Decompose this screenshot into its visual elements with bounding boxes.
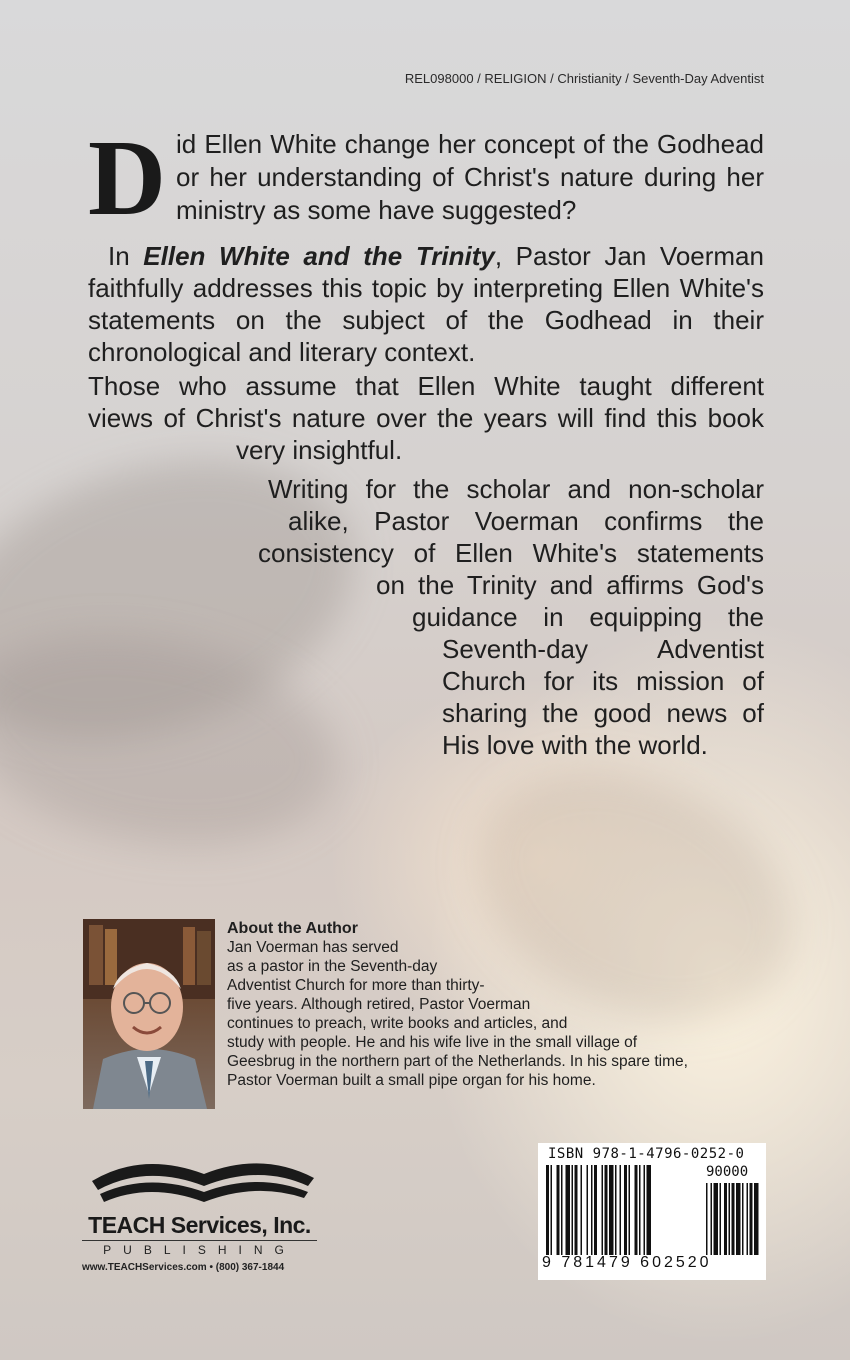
addon-barcode-bar [714,1183,719,1255]
open-book-logo-icon [82,1146,322,1216]
about-line: Geesbrug in the northern part of the Netherlands. In his spare time, [227,1053,688,1070]
intro-text: id Ellen White change her concept of the Godhead or her understanding of Christ's nature during her ministry as some have suggested? [176,129,764,225]
drop-cap: D [88,119,166,238]
addon-barcode-bar [750,1183,753,1255]
publisher-contact [82,1262,322,1273]
addon-barcode-bar [711,1183,713,1255]
barcode-bar [635,1165,638,1255]
intro-paragraph [88,119,764,238]
about-line: study with people. He and his wife live in the small village of [227,1034,638,1051]
barcode-bar [615,1165,617,1255]
barcode-bar [575,1165,578,1255]
addon-barcode-bar [742,1183,744,1255]
ean-digits: 9 781479 602520 [542,1254,712,1271]
barcode-bar [566,1165,571,1255]
about-line: Jan Voerman has served [227,939,399,956]
barcode-bar [620,1165,622,1255]
addon-barcode-bar [754,1183,759,1255]
barcode-bar [546,1165,549,1255]
barcode-bar [572,1165,574,1255]
barcode-bar [647,1165,652,1255]
barcode-bar [605,1165,608,1255]
barcode-bar [561,1165,563,1255]
publisher-website[interactable]: www.TEACHServices.com [82,1262,207,1273]
isbn-number: ISBN 978-1-4796-0252-0 [548,1146,745,1162]
publisher-name: TEACH Services, Inc. [88,1212,311,1238]
barcode-bar [581,1165,583,1255]
about-line: Adventist Church for more than thirty- [227,977,485,994]
category-line: REL098000 / RELIGION / Christianity / Seventh-Day Adventist [404,71,764,86]
about-line: five years. Although retired, Pastor Voerman [227,996,531,1013]
bullet-separator: • [209,1262,216,1273]
author-photo [83,919,215,1109]
paragraph-audience: Those who assume that Ellen White taught different views of Christ's nature over the years will find this book very insightful. [88,371,764,465]
barcode-bar [639,1165,641,1255]
barcode-bar [644,1165,646,1255]
addon-barcode-bar [732,1183,735,1255]
price-code: 90000 [706,1164,749,1180]
publisher-subtitle: PUBLISHING [82,1240,317,1257]
barcode-bar [609,1165,614,1255]
addon-barcode-bar [736,1183,741,1255]
about-line: as a pastor in the Seventh-day [227,958,438,975]
addon-barcode-bar [720,1183,722,1255]
barcode-bar [587,1165,589,1255]
paragraph-scholar: Writing for the scholar and non-scholar alike, Pastor Voerman confirms the consistency of Ellen White's statements on the Trinity and affirms God's guidance in equipping the Seventh-day Adventist Church for its mission of sharing the good news of His love with the world. [258,474,764,760]
book-title: Ellen White and the Trinity [143,241,495,271]
barcode-bar [624,1165,627,1255]
author-portrait-illustration [83,919,215,1109]
paragraph-book-summary: In Ellen White and the Trinity, Pastor Jan Voerman faithfully addresses this topic by interpreting Ellen White's statements on the subject of the Godhead in their chronological and literary context. [88,241,764,367]
barcode-bar [551,1165,553,1255]
publisher-phone: (800) 367-1844 [215,1262,285,1273]
barcode-bar [594,1165,597,1255]
about-author [227,919,787,1090]
barcode-bar [629,1165,631,1255]
barcode-bar [557,1165,560,1255]
addon-barcode-bar [724,1183,727,1255]
addon-barcode-bar [747,1183,749,1255]
barcode-bar [591,1165,593,1255]
about-line: Pastor Voerman built a small pipe organ for his home. [227,1072,596,1089]
barcode-bar [602,1165,604,1255]
about-line: continues to preach, write books and articles, and [227,1015,568,1032]
addon-barcode-bar [706,1183,708,1255]
addon-barcode-bar [729,1183,731,1255]
about-author-title: About the Author [227,920,358,937]
